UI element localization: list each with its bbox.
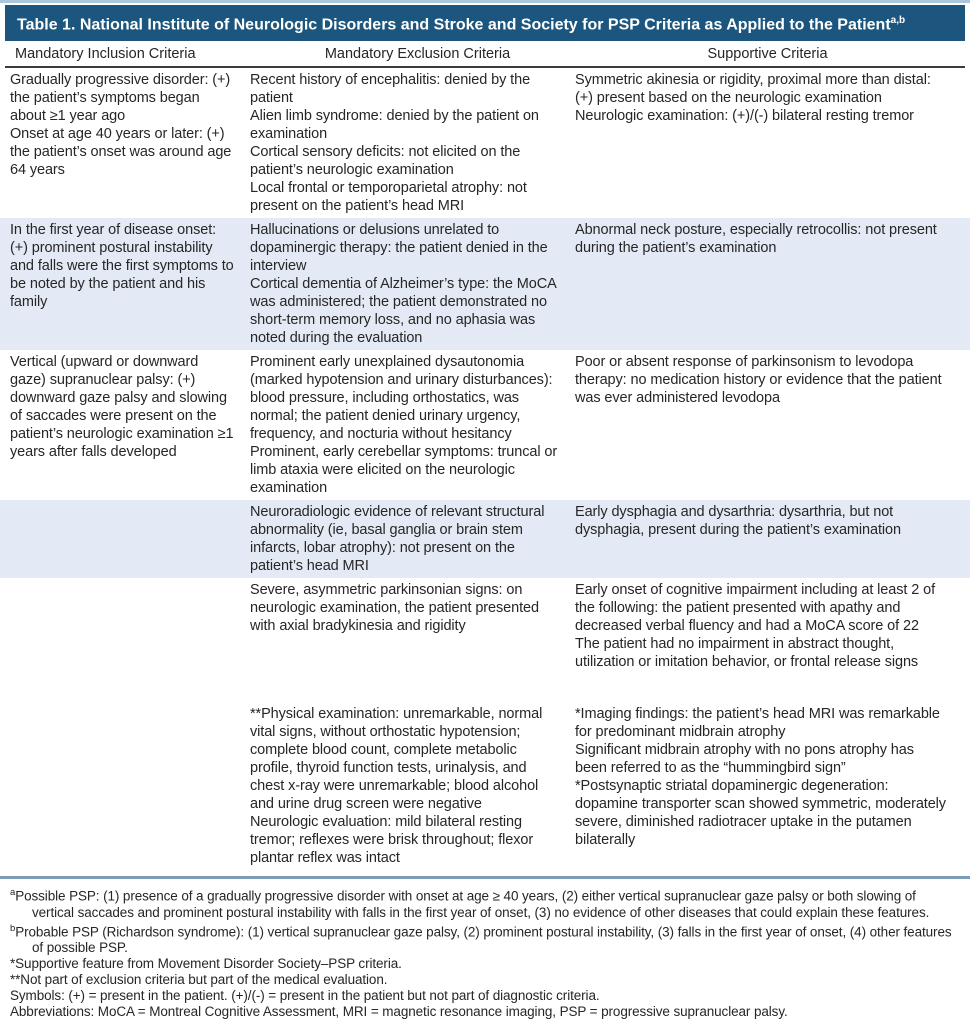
footnote-divider-rule	[0, 876, 970, 879]
footnote: Abbreviations: MoCA = Montreal Cognitive Assessment, MRI = magnetic resonance imaging, PSP = progressive supranuclear palsy.	[10, 1004, 788, 1020]
footnote: *Supportive feature from Movement Disorder Society–PSP criteria.	[10, 956, 402, 972]
inclusion-cell	[10, 221, 250, 347]
criteria-entry: Recent history of encephalitis: denied by the patient	[250, 72, 531, 107]
table-row	[0, 68, 970, 218]
table-row	[0, 500, 970, 578]
criteria-entry: Prominent, early cerebellar symptoms: truncal or limb ataxia were elicited on the neurologic examination	[250, 444, 558, 497]
criteria-entry: Prominent early unexplained dysautonomia (marked hypotension and urinary disturbances): blood pressure, including orthostatics, was normal; the patient denied urinary urgency, frequency, and nocturia without hesitancy	[250, 354, 553, 443]
criteria-entry: Significant midbrain atrophy with no pons atrophy has been referred to as the “hummingbird sign”	[575, 742, 914, 777]
criteria-entry: Local frontal or temporoparietal atrophy: not present on the patient’s head MRI	[250, 180, 527, 215]
exclusion-cell	[250, 353, 575, 497]
table-title-footnote-marker: a,b	[890, 15, 906, 26]
footnote: $^b$Probable PSP (Richardson syndrome): (1) vertical supranuclear gaze palsy, (2) prominent postural instability, (3) falls in the first year of onset, (4) other features of possible PSP.	[10, 922, 952, 956]
criteria-entry: Cortical dementia of Alzheimer’s type: the MoCA was administered; the patient demonstrated no short-term memory loss, and no aphasia was noted during the evaluation	[250, 276, 556, 347]
inclusion-cell	[10, 353, 250, 497]
criteria-entry: **Physical examination: unremarkable, normal vital signs, without orthostatic hypotension; complete blood count, complete metabolic profile, thyroid function tests, urinalysis, and chest x-ray were unremarkable; blood alcohol and urine drug screen were negative	[250, 706, 543, 813]
table-row	[0, 218, 970, 350]
table-title-bar	[5, 5, 965, 41]
criteria-entry: Alien limb syndrome: denied by the patient on examination	[250, 108, 539, 143]
footnote-marker: b	[10, 922, 16, 934]
inclusion-cell	[10, 503, 250, 575]
inclusion-cell	[10, 71, 250, 215]
criteria-entry: Neuroradiologic evidence of relevant structural abnormality (ie, basal ganglia or brain stem infarcts, lobar atrophy): not present on the patient’s head MRI	[250, 504, 545, 575]
criteria-entry: Early onset of cognitive impairment including at least 2 of the following: the patient presented with apathy and decreased verbal fluency and had a MoCA score of 22	[575, 582, 936, 635]
criteria-entry: In the first year of disease onset: (+) prominent postural instability and falls were the first symptoms to be noted by the patient and his family	[10, 222, 234, 311]
supportive-cell	[575, 353, 960, 497]
criteria-entry: Poor or absent response of parkinsonism to levodopa therapy: no medication history or evidence that the patient was ever administered levodopa	[575, 354, 942, 407]
inclusion-cell	[10, 581, 250, 671]
table-body	[0, 68, 970, 870]
footnote: **Not part of exclusion criteria but part of the medical evaluation.	[10, 972, 388, 988]
exclusion-cell	[250, 503, 575, 575]
criteria-entry: Neurologic evaluation: mild bilateral resting tremor; reflexes were brisk throughout; flexor plantar reflex was intact	[250, 814, 534, 867]
criteria-entry: *Postsynaptic striatal dopaminergic degeneration: dopamine transporter scan showed symmetric, moderately severe, diminished radiotracer uptake in the putamen bilaterally	[575, 778, 946, 849]
exclusion-cell	[250, 221, 575, 347]
criteria-entry: The patient had no impairment in abstract thought, utilization or imitation behavior, or frontal release signs	[575, 636, 919, 671]
table-row	[0, 578, 970, 674]
table-title: Table 1. National Institute of Neurologic Disorders and Stroke and Society for PSP Criteria as Applied to the Patient	[17, 16, 891, 34]
column-header-inclusion: Mandatory Inclusion Criteria	[15, 46, 196, 63]
column-header-row	[5, 41, 965, 68]
criteria-entry: *Imaging findings: the patient’s head MRI was remarkable for predominant midbrain atrophy	[575, 706, 940, 741]
criteria-entry: Onset at age 40 years or later: (+) the patient’s onset was around age 64 years	[10, 126, 232, 179]
supportive-cell	[575, 705, 960, 867]
supportive-cell	[575, 581, 960, 671]
table-row	[0, 350, 970, 500]
criteria-entry: Cortical sensory deficits: not elicited on the patient’s neurologic examination	[250, 144, 521, 179]
footnote: Symbols: (+) = present in the patient. (+)/(-) = present in the patient but not part of diagnostic criteria.	[10, 988, 600, 1004]
criteria-entry: Gradually progressive disorder: (+) the patient’s symptoms began about ≥1 year ago	[10, 72, 231, 125]
column-header-supportive: Supportive Criteria	[707, 46, 828, 63]
criteria-entry: Abnormal neck posture, especially retrocollis: not present during the patient’s examination	[575, 222, 937, 257]
column-header-exclusion: Mandatory Exclusion Criteria	[324, 46, 511, 63]
supportive-cell	[575, 71, 960, 215]
footnote: $^a$Possible PSP: (1) presence of a gradually progressive disorder with onset at age ≥ 40 years, (2) either vertical supranuclear gaze palsy or both slowing of vertical saccades and prominent postural instability with falls in the first year of onset, (3) no evidence of other diseases that could explain these features.	[10, 887, 930, 920]
criteria-entry: Early dysphagia and dysarthria: dysarthria, but not dysphagia, present during the patient’s examination	[575, 504, 901, 539]
footnotes	[0, 883, 970, 1024]
supportive-cell	[575, 503, 960, 575]
table-row	[0, 674, 970, 870]
criteria-entry: Neurologic examination: (+)/(-) bilateral resting tremor	[575, 108, 914, 125]
exclusion-cell	[250, 705, 575, 867]
criteria-entry: Severe, asymmetric parkinsonian signs: on neurologic examination, the patient presented with axial bradykinesia and rigidity	[250, 582, 539, 635]
supportive-cell	[575, 221, 960, 347]
footnote-marker: a	[10, 887, 16, 899]
top-rule	[0, 0, 970, 3]
criteria-entry: Vertical (upward or downward gaze) supranuclear palsy: (+) downward gaze palsy and slowing of saccades were present on the patient’s neurologic examination ≥1 years after falls developed	[10, 354, 234, 461]
exclusion-cell	[250, 71, 575, 215]
inclusion-cell	[10, 705, 250, 867]
criteria-entry: Symmetric akinesia or rigidity, proximal more than distal: (+) present based on the neurologic examination	[575, 72, 931, 107]
exclusion-cell	[250, 581, 575, 671]
criteria-entry: Hallucinations or delusions unrelated to dopaminergic therapy: the patient denied in the interview	[250, 222, 548, 275]
